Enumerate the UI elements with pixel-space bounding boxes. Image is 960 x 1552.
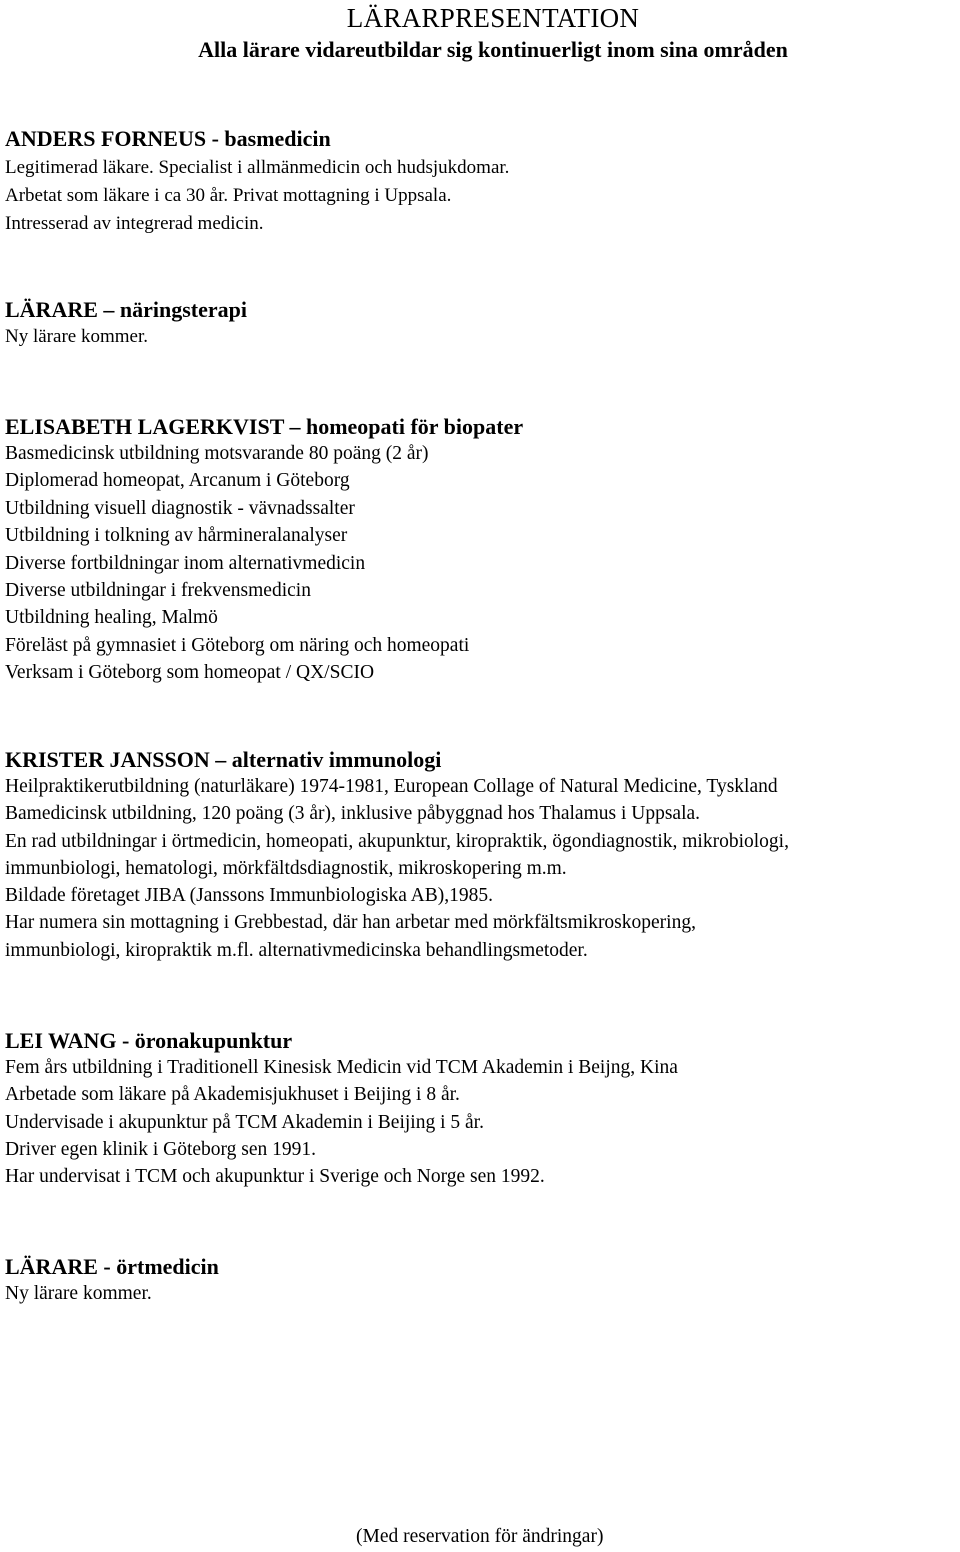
section-heading: LÄRARE – näringsterapi	[5, 297, 248, 322]
section-heading: KRISTER JANSSON – alternativ immunologi	[5, 747, 442, 772]
text-line: immunbiologi, hematologi, mörkfältdsdiagnostik, mikroskopering m.m.	[5, 857, 567, 879]
teacher-section-krister-jansson	[5, 746, 960, 964]
text-line: Arbetat som läkare i ca 30 år. Privat mottagning i Uppsala.	[5, 185, 452, 206]
text-line: Heilpraktikerutbildning (naturläkare) 1974-1981, European Collage of Natural Medicine, Tyskland	[5, 776, 778, 797]
footer-note: (Med reservation för ändringar)	[356, 1526, 604, 1547]
text-line: Diverse utbildningar i frekvensmedicin	[5, 580, 311, 602]
page-title: LÄRARPRESENTATION	[346, 3, 640, 33]
text-line: immunbiologi, kiropraktik m.fl. alternativmedicinska behandlingsmetoder.	[5, 939, 588, 961]
text-line: En rad utbildningar i örtmedicin, homeopati, akupunktur, kiropraktik, ögondiagnostik, mikrobiologi,	[5, 830, 789, 852]
text-line: Bildade företaget JIBA (Janssons Immunbiologiska AB),1985.	[5, 885, 493, 907]
text-line: Har numera sin mottagning i Grebbestad, där han arbetar med mörkfältsmikroskopering,	[5, 912, 696, 934]
text-line: Legitimerad läkare. Specialist i allmänmedicin och hudsjukdomar.	[5, 157, 510, 178]
text-line: Utbildning visuell diagnostik - vävnadssalter	[5, 497, 355, 519]
text-line: Fem års utbildning i Traditionell Kinesisk Medicin vid TCM Akademin i Beijng, Kina	[5, 1057, 678, 1078]
text-line: Utbildning i tolkning av hårmineralanalyser	[5, 525, 348, 547]
text-line: Undervisade i akupunktur på TCM Akademin i Beijing i 5 år.	[5, 1111, 484, 1133]
text-line: Verksam i Göteborg som homeopat / QX/SCIO	[5, 662, 375, 684]
text-line: Bamedicinsk utbildning, 120 poäng (3 år), inklusive påbyggnad hos Thalamus i Uppsala.	[5, 803, 701, 825]
teacher-section-ortmedicin	[5, 1253, 960, 1307]
text-line: Arbetade som läkare på Akademisjukhuset i Beijing i 8 år.	[5, 1084, 460, 1106]
text-line: Ny lärare kommer.	[5, 326, 148, 347]
teacher-section-lei-wang	[5, 1027, 960, 1190]
section-heading: ANDERS FORNEUS - basmedicin	[5, 126, 331, 151]
text-line: Har undervisat i TCM och akupunktur i Sverige och Norge sen 1992.	[5, 1166, 545, 1188]
page-header	[0, 2, 960, 66]
section-heading: ELISABETH LAGERKVIST – homeopati för biopater	[5, 414, 524, 439]
text-line: Utbildning healing, Malmö	[5, 607, 218, 629]
text-line: Diplomerad homeopat, Arcanum i Göteborg	[5, 470, 350, 492]
text-line: Diverse fortbildningar inom alternativmedicin	[5, 552, 366, 574]
text-line: Basmedicinsk utbildning motsvarande 80 poäng (2 år)	[5, 443, 429, 464]
text-line: Föreläst på gymnasiet i Göteborg om näring och homeopati	[5, 634, 470, 656]
text-line: Ny lärare kommer.	[5, 1283, 152, 1304]
page-subtitle: Alla lärare vidareutbildar sig kontinuerligt inom sina områden	[198, 37, 788, 62]
text-line: Driver egen klinik i Göteborg sen 1991.	[5, 1138, 317, 1160]
section-heading: LEI WANG - öronakupunktur	[5, 1028, 293, 1053]
teacher-section-elisabeth-lagerkvist	[5, 413, 960, 687]
teacher-section-anders-forneus	[5, 124, 960, 238]
section-heading: LÄRARE - örtmedicin	[5, 1254, 219, 1279]
teacher-section-naringsterapi	[5, 296, 960, 350]
text-line: Intresserad av integrerad medicin.	[5, 213, 264, 234]
